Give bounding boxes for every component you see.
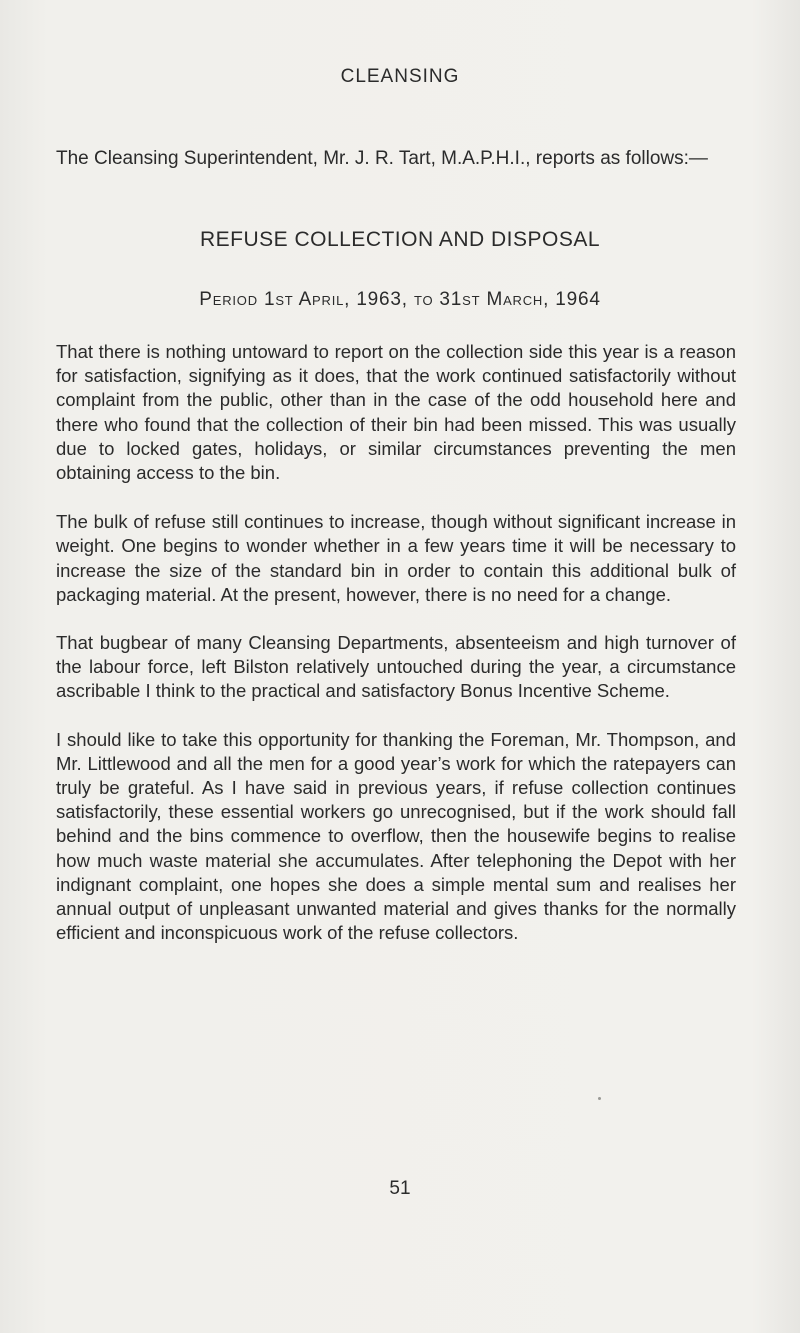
subheading: REFUSE COLLECTION AND DISPOSAL [199,228,601,251]
paper-speck [598,1097,601,1100]
section-title: CLEANSING [340,66,460,87]
paragraph: The bulk of refuse still continues to increase, though without significant increase in weight. One begins to wonder whether in a few years time it will be necessary to increase the size of the standard bin in order to contain this additional bulk of packaging material. At the present, however, there is no need for a change. [56,511,736,605]
paragraph: I should like to take this opportunity for thanking the Foreman, Mr. Thompson, and Mr. Littlewood and all the men for a good year’s work for which the ratepayers can truly be grateful. As I have said in previous years, if refuse collection continues satisfactorily, these essential workers go unrecognised, but if the work should fall behind and the bins commence to overflow, then the housewife begins to realise how much waste material she accumulates. After telephoning the Depot with her indignant complaint, one hopes she does a simple mental sum and realises her annual output of unpleasant unwanted material and gives thanks for the normally efficient and inconspicuous work of the refuse collectors. [56,728,736,944]
paragraph: That bugbear of many Cleansing Departments, absenteeism and high turnover of the labour force, left Bilston relatively untouched during the year, a circumstance ascribable I think to the practical and satisfactory Bonus Incentive Scheme. [56,632,736,702]
intro-paragraph: The Cleansing Superintendent, Mr. J. R. Tart, M.A.P.H.I., reports as follows:— [56,148,708,169]
paragraph: That there is nothing untoward to report on the collection side this year is a reason for satisfaction, signifying as it does, that the work continued satisfactorily without complaint from the public, other than in the case of the odd household here and there who found that the collection of their bin had been missed. This was usually due to locked gates, holidays, or similar circumstances preventing the men obtaining access to the bin. [56,341,736,484]
period-line: Period 1st April, 1963, to 31st March, 1964 [199,289,601,310]
page-number: 51 [389,1178,411,1199]
body-text [56,340,736,969]
